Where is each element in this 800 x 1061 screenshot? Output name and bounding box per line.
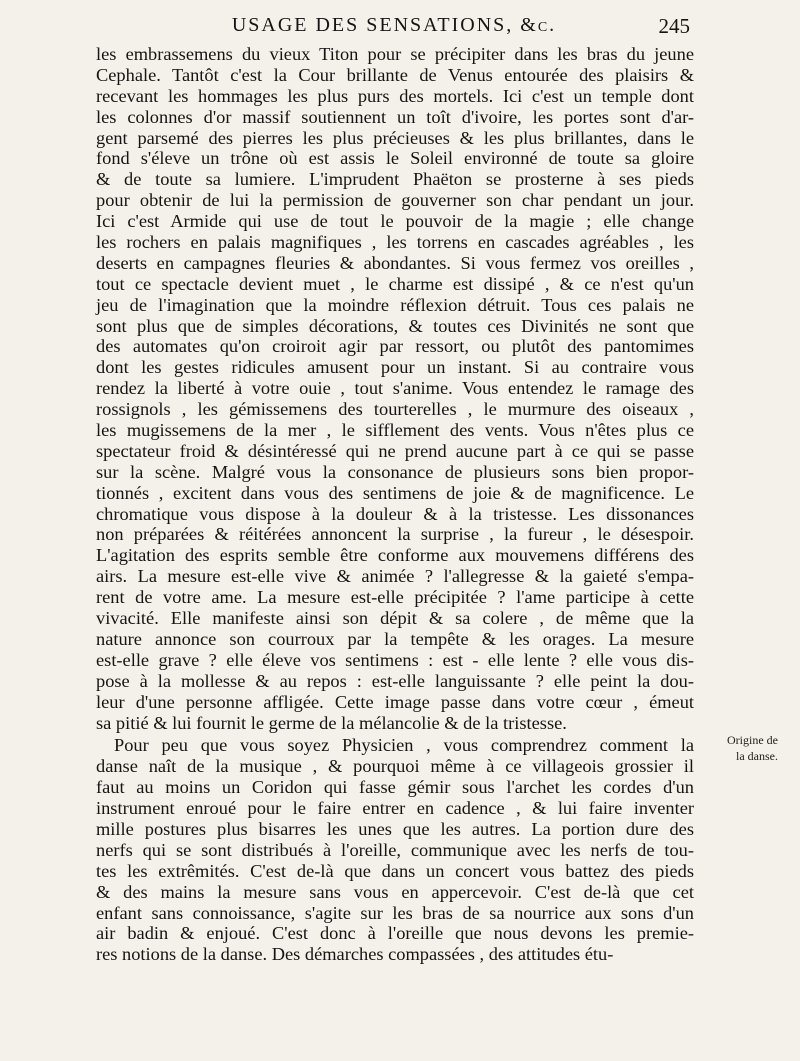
text-line: deserts en campagnes fleuries & abondantes. Si vous fermez vos oreilles , <box>96 252 694 273</box>
text-line: Cephale. Tantôt c'est la Cour brillante de Venus entourée des plaisirs & <box>96 64 694 85</box>
text-line: recevant les hommages les plus purs des mortels. Ici c'est un temple dont <box>96 85 694 106</box>
text-line: enfant sans connoissance, s'agite sur les bras de sa nourrice aux sons d'un <box>96 902 694 923</box>
text-line: rent de votre ame. La mesure est-elle précipitée ? l'ame participe à cette <box>96 587 694 608</box>
text-line: les rochers en palais magnifiques , les torrens en cascades agréables , les <box>96 232 694 253</box>
text-line: & des mains la mesure sans vous en appercevoir. C'est de-là que cet <box>96 881 694 902</box>
text-line: pose à la mollesse & au repos : est-elle languissante ? elle peint la dou- <box>96 670 694 691</box>
margin-note <box>714 732 778 764</box>
text-line: sa pitié & lui fournit le germe de la mélancolie & de la tristesse. <box>96 712 567 733</box>
text-line: pour obtenir de lui la permission de gouverner son char pendant un jour. <box>96 190 694 211</box>
text-line: sur la scène. Malgré vous la consonance de plusieurs sons bien propor- <box>96 461 694 482</box>
text-line: L'agitation des esprits semble être conforme aux mouvemens différens des <box>96 545 694 566</box>
text-line: mille postures plus bisarres les unes que les autres. La portion dure des <box>96 818 694 839</box>
text-line: fond s'éleve un trône où est assis le Soleil environné de toute sa gloire <box>96 148 694 169</box>
text-line: air badin & enjoué. C'est donc à l'oreille que nous devons les premie- <box>96 923 694 944</box>
text-line: les colonnes d'or massif soutiennent un toît d'ivoire, les portes sont d'ar- <box>96 106 694 127</box>
text-line: dont les gestes ridicules amusent pour un instant. Si au contraire vous <box>96 357 694 378</box>
running-title-text: USAGE DES SENSATIONS, &c. <box>231 14 557 36</box>
text-line: nature annonce son courroux par la tempête & les orages. La mesure <box>96 628 694 649</box>
text-line: jeu de l'imagination que la moindre réflexion détruit. Tous ces palais ne <box>96 294 694 315</box>
paragraph-1 <box>96 44 694 733</box>
text-line: des automates qu'on croiroit agir par ressort, ou plutôt des pantomimes <box>96 336 694 357</box>
running-title <box>96 14 692 37</box>
text-line: Pour peu que vous soyez Physicien , vous comprendrez comment la <box>114 735 694 756</box>
margin-note-line-1: Origine de <box>727 733 778 747</box>
text-line: les mugissemens de la mer , le sifflement des vents. Vous n'êtes plus ce <box>96 420 694 441</box>
margin-note-line-2: la danse. <box>736 749 778 763</box>
text-line: instrument enroué pour le faire entrer en cadence , & lui faire inventer <box>96 798 694 819</box>
text-line: nerfs qui se sont distribués à l'oreille, communique avec les nerfs de tou- <box>96 839 694 860</box>
text-line: airs. La mesure est-elle vive & animée ? l'allegresse & la gaieté s'empa- <box>96 566 694 587</box>
text-line: rossignols , les gémissemens des tourterelles , le murmure des oiseaux , <box>96 399 694 420</box>
page-number: 245 <box>658 14 690 38</box>
text-line: sont plus que de simples décorations, & toutes ces Divinités ne sont que <box>96 315 694 336</box>
text-line: tionnés , excitent dans vous des sentimens de joie & de magnificence. Le <box>96 482 694 503</box>
text-line: vivacité. Elle manifeste ainsi son dépit & sa colere , de même que la <box>96 608 694 629</box>
text-line: Ici c'est Armide qui use de tout le pouvoir de la magie ; elle change <box>96 211 694 232</box>
text-line: non préparées & réitérées annoncent la surprise , la fureur , le désespoir. <box>96 524 694 545</box>
text-line: faut au moins un Coridon qui fasse gémir sous l'archet les cordes d'un <box>96 777 694 798</box>
text-line: est-elle grave ? elle éleve vos sentimens : est - elle lente ? elle vous dis- <box>96 649 694 670</box>
text-line: leur d'une personne affligée. Cette image passe dans votre cœur , émeut <box>96 691 694 712</box>
text-line: tout ce spectacle devient muet , le charme est dissipé , & ce n'est qu'un <box>96 273 694 294</box>
body-text <box>96 44 694 965</box>
paragraph-2 <box>96 735 694 965</box>
text-line: res notions de la danse. Des démarches compassées , des attitudes étu- <box>96 944 614 965</box>
text-line: & de toute sa lumiere. L'imprudent Phaëton se prosterne à ses pieds <box>96 169 694 190</box>
text-line: gent parsemé des pierres les plus précieuses & les plus brillantes, dans le <box>96 127 694 148</box>
text-line: tes les extrêmités. C'est de-là que dans un concert vous battez des pieds <box>96 860 694 881</box>
text-line: rendez la liberté à votre ouie , tout s'anime. Vous entendez le ramage des <box>96 378 694 399</box>
text-line: danse naît de la musique , & pourquoi même à ce villageois grossier il <box>96 756 694 777</box>
text-line: chromatique vous dispose à la douleur & à la tristesse. Les dissonances <box>96 503 694 524</box>
text-line: spectateur froid & désintéressé qui ne prend aucune part à ce qui se passe <box>96 440 694 461</box>
text-line: les embrassemens du vieux Titon pour se précipiter dans les bras du jeune <box>96 44 694 64</box>
